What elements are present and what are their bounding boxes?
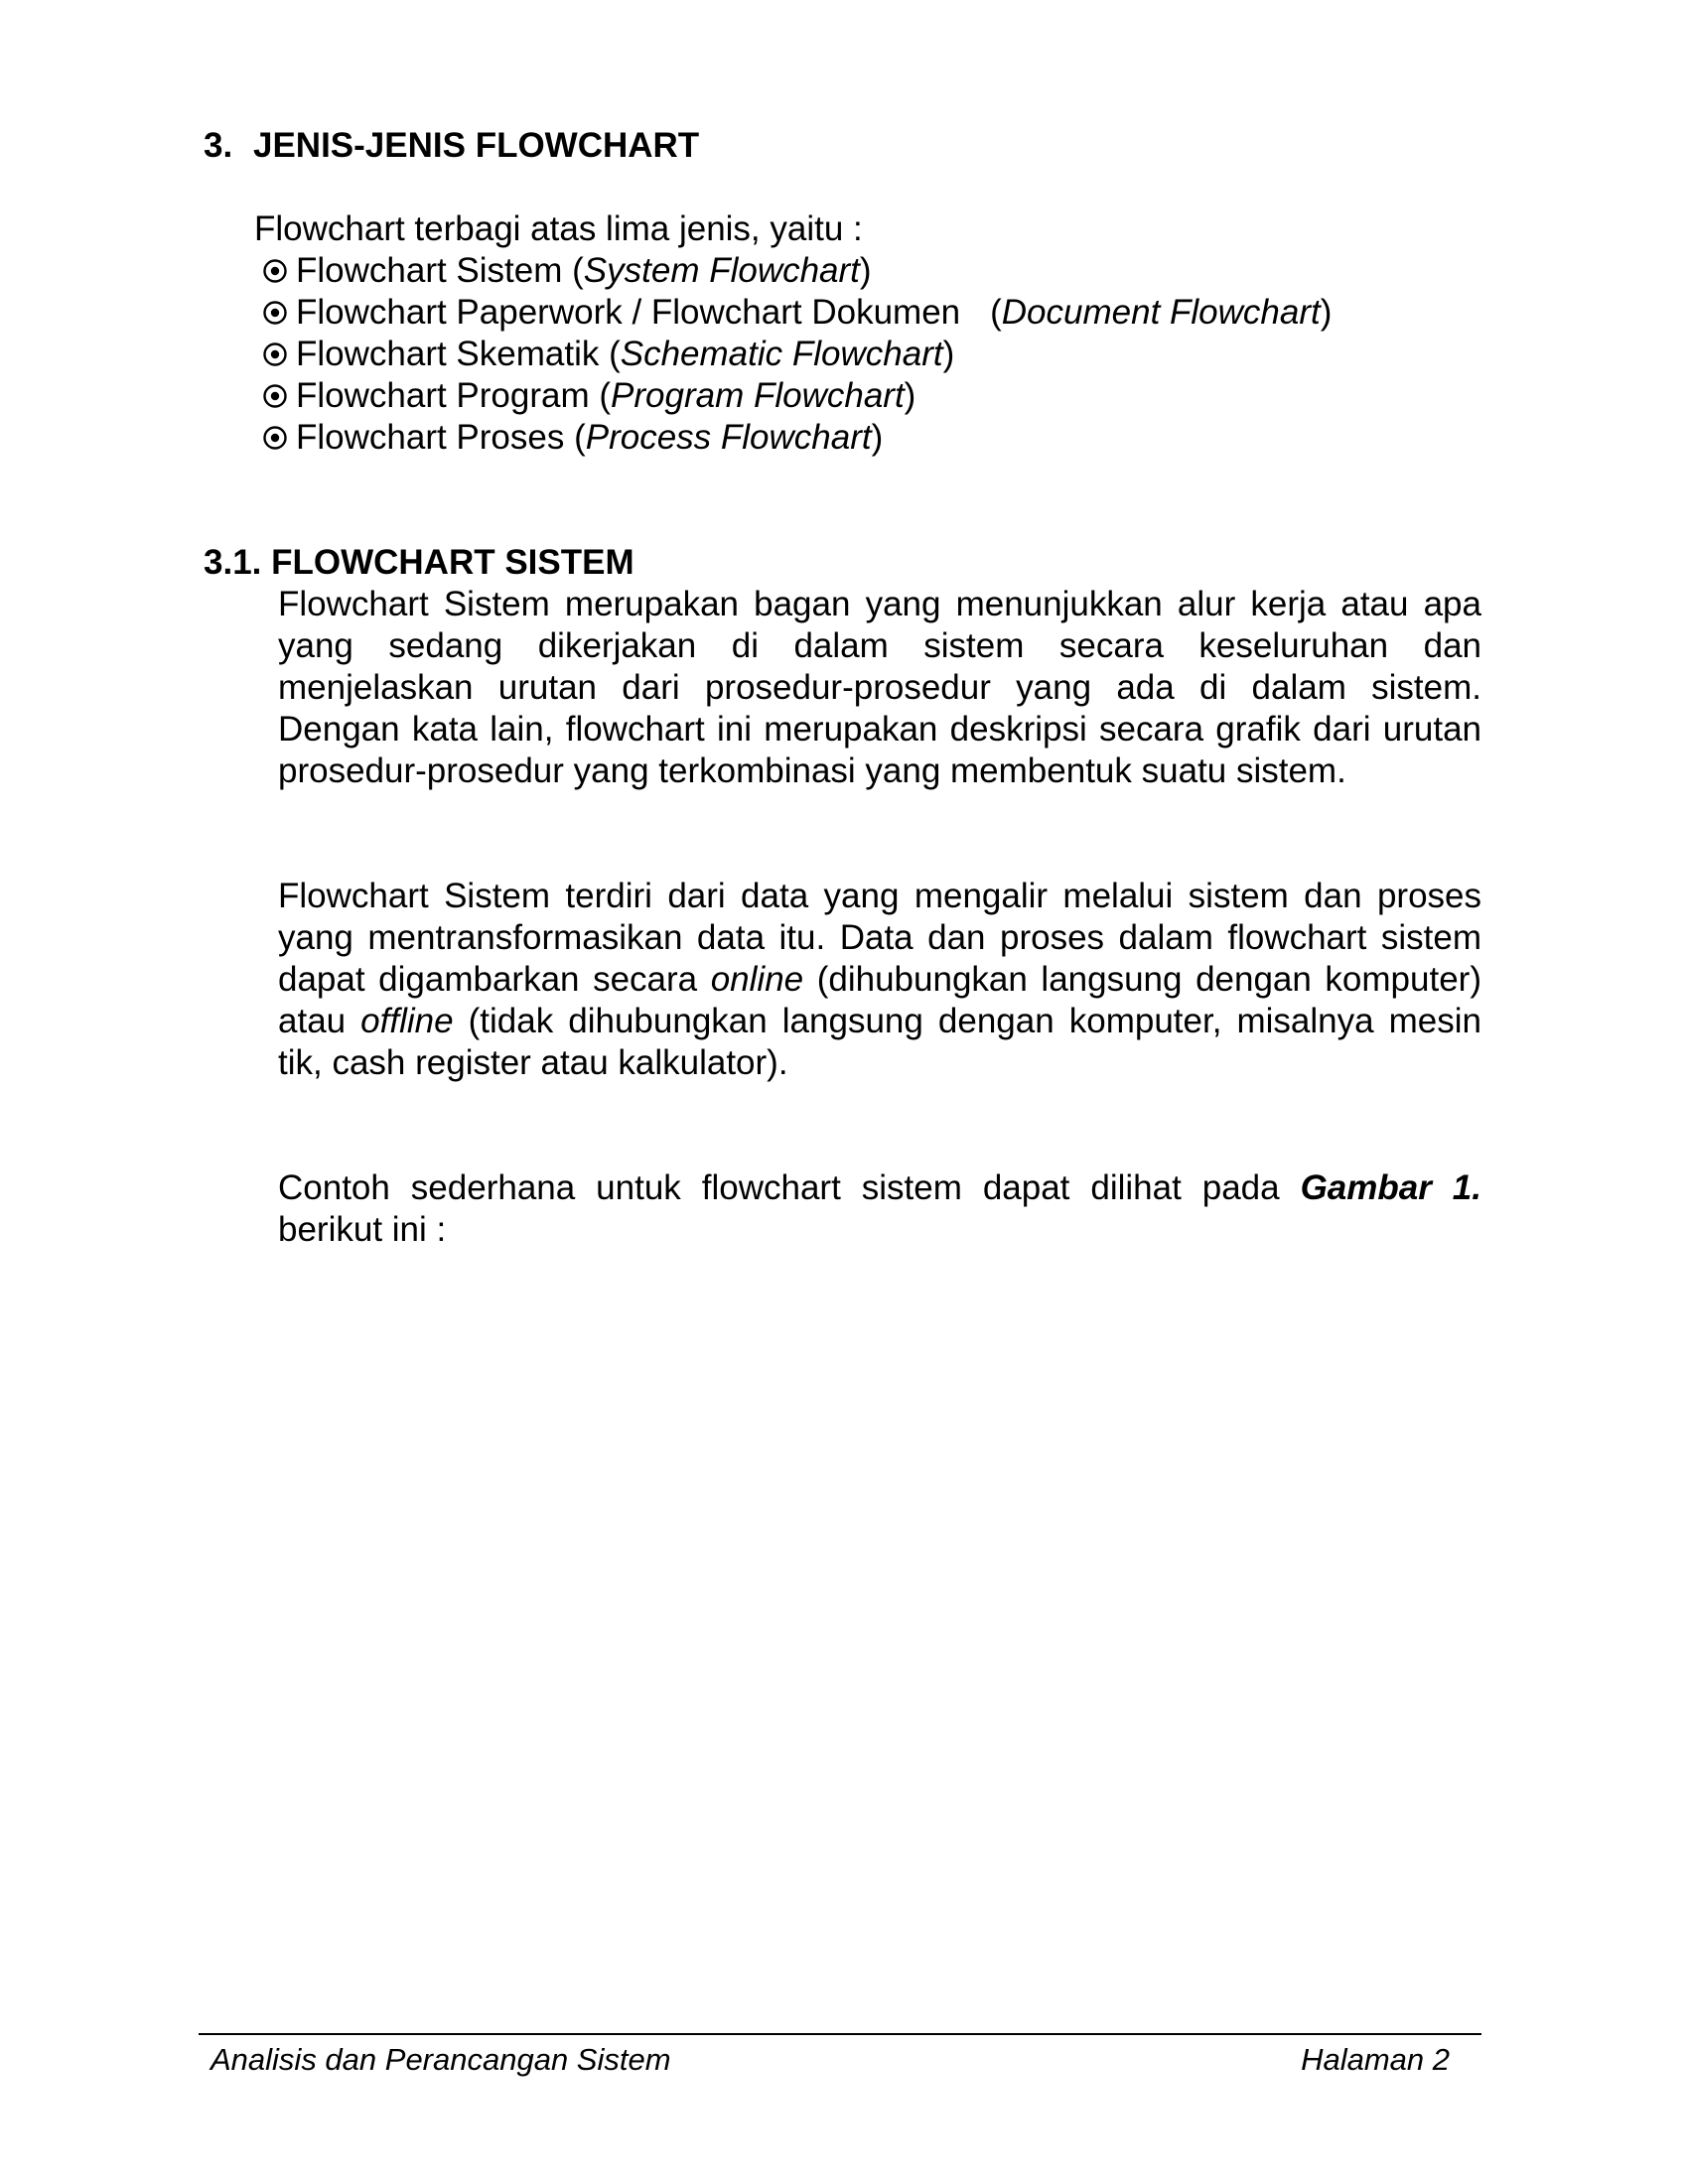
list-item: Flowchart Sistem ( System Flowchart ) xyxy=(262,250,1332,292)
list-item: Flowchart Paperwork / Flowchart Dokumen ( Document Flowchart ) xyxy=(262,292,1332,334)
term-offline: offline xyxy=(360,1002,454,1040)
list-item: Flowchart Program ( Program Flowchart ) xyxy=(262,375,1332,417)
circled-dot-icon xyxy=(262,341,288,367)
flowchart-types-list xyxy=(262,250,1332,459)
circled-dot-icon xyxy=(262,258,288,284)
term-online: online xyxy=(710,960,804,999)
subsection-heading: 3.1. FLOWCHART SISTEM xyxy=(204,543,634,582)
section-heading xyxy=(204,125,699,167)
list-item: Flowchart Skematik ( Schematic Flowchart ) xyxy=(262,334,1332,375)
section-title: JENIS-JENIS FLOWCHART xyxy=(253,126,700,165)
section-intro: Flowchart terbagi atas lima jenis, yaitu : xyxy=(254,209,863,248)
circled-dot-icon xyxy=(262,300,288,326)
paragraph-definition: Flowchart Sistem merupakan bagan yang menunjukkan alur kerja atau apa yang sedang dikerjakan di dalam sistem secara keseluruhan dan menjelaskan urutan dari prosedur-prosedur yang ada di dalam sistem. Dengan kata lain, flowchart ini merupakan deskripsi secara grafik dari urutan prosedur-prosedur yang terkombinasi yang membentuk suatu sistem. xyxy=(278,585,1481,790)
footer-page-number: Halaman 2 xyxy=(1301,2042,1450,2077)
circled-dot-icon xyxy=(262,425,288,451)
paragraph-example: Contoh sederhana untuk flowchart sistem dapat dilihat pada Gambar 1. berikut ini : xyxy=(278,1168,1481,1249)
figure-reference: Gambar 1. xyxy=(1300,1168,1481,1207)
paragraph-data-process: Flowchart Sistem terdiri dari data yang mengalir melalui sistem dan proses yang mentransformasikan data itu. Data dan proses dalam flowchart sistem dapat digambarkan secara online (dihubungkan langsung dengan komputer) atau offline (tidak dihubungkan langsung dengan komputer, misalnya mesin tik, cash register atau kalkulator). xyxy=(278,877,1481,1082)
circled-dot-icon xyxy=(262,383,288,409)
list-item: Flowchart Proses ( Process Flowchart ) xyxy=(262,417,1332,459)
footer-divider xyxy=(199,2033,1481,2035)
footer-document-title: Analisis dan Perancangan Sistem xyxy=(211,2042,671,2077)
section-number: 3. xyxy=(204,126,233,165)
